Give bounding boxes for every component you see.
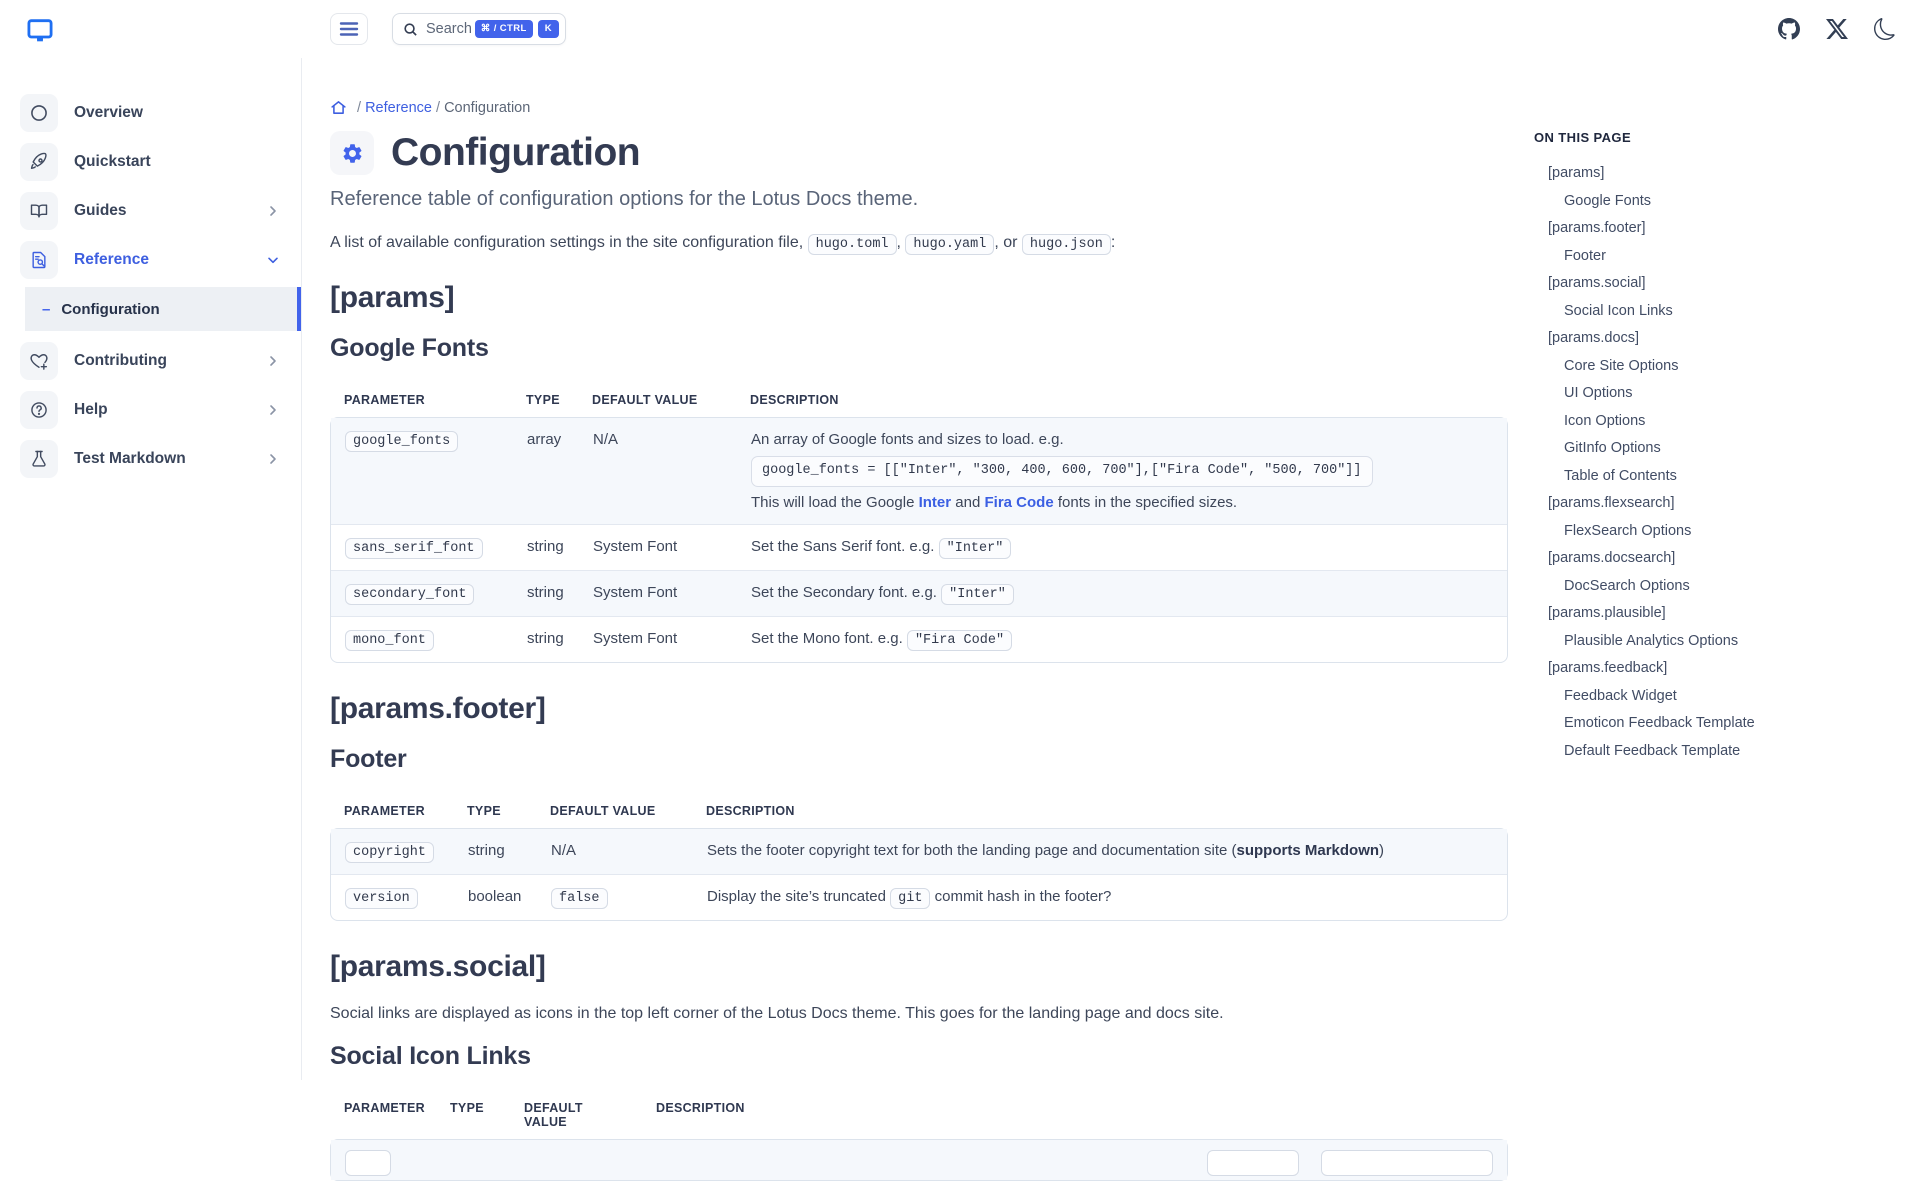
help-circle-icon [20,391,58,429]
section-paragraph: Social links are displayed as icons in the top left corner of the Lotus Docs theme. This goes for the landing page and docs site. [330,1005,1224,1023]
text-run: Set the Secondary font. e.g. [751,584,942,602]
section-params [330,281,1508,663]
sidebar-item-label: Quickstart [74,153,151,170]
type-cell: string [468,842,505,860]
subsection-heading: Footer [330,745,407,774]
toc-title: ON THIS PAGE [1534,130,1632,145]
sidebar-item-label: Test Markdown [74,450,186,467]
column-header: TYPE [450,1101,484,1116]
chevron-right-icon [265,203,281,219]
table-body [330,1139,1508,1181]
sidebar-item-label: Reference [74,251,149,268]
toc-item[interactable]: Emoticon Feedback Template [1564,715,1755,731]
toc-item[interactable]: [params.flexsearch] [1548,495,1675,511]
gear-icon [330,131,374,175]
table-header-row [330,385,1508,417]
toc-item[interactable]: [params.plausible] [1548,605,1666,621]
sidebar-item-contributing[interactable] [20,339,287,383]
book-icon [20,192,58,230]
column-header: PARAMETER [344,804,425,819]
text-run: A list of available configuration settings in the site configuration file, [330,234,808,251]
toc-item[interactable]: [params.docs] [1548,330,1640,346]
toc-item[interactable]: Google Fonts [1564,192,1652,209]
text-link[interactable]: Fira Code [984,494,1054,512]
table-body [330,828,1508,921]
header-actions [1778,18,1896,40]
shortcut-badge-modifier: ⌘ / CTRL [475,20,533,38]
toc-item[interactable]: Core Site Options [1564,357,1679,374]
column-header: DESCRIPTION [706,804,795,819]
description-cell [693,875,1507,920]
sidebar-item-label: Contributing [74,352,167,369]
sidebar-item-label: Guides [74,202,127,219]
inline-code-chip: hugo.toml [808,234,897,255]
text-run: , [896,234,906,251]
table-row [331,874,1507,920]
table-row [331,524,1507,570]
hamburger-icon [340,22,358,36]
subsection-heading: Google Fonts [330,334,489,362]
table-row [331,570,1507,616]
sidebar-item-label: Configuration [61,300,160,318]
column-header: PARAMETER [344,393,425,407]
heart-plus-icon [20,342,58,380]
parameter-cell [331,617,513,662]
chevron-down-icon [265,252,281,268]
sidebar-item-label: Overview [74,104,143,121]
inline-code-chip: hugo.yaml [905,234,994,255]
type-cell: array [527,431,562,448]
section-heading: [params] [330,281,455,314]
table-row [331,616,1507,662]
column-header: DEFAULT VALUE [524,1101,583,1130]
table-row [331,418,1507,524]
parameter-code-chip: google_fonts [345,431,458,452]
type-cell: string [527,630,564,648]
sidebar-item-label: Help [74,401,108,418]
app-header [0,0,1920,58]
chevron-right-icon [265,451,281,467]
breadcrumb-separator: / [357,99,366,116]
home-icon[interactable] [330,99,347,116]
page-subtitle: Reference table of configuration options for the Lotus Docs theme. [330,188,919,210]
text-run: : [1110,234,1116,251]
search-placeholder: Search [426,21,472,37]
default-value-cell [579,525,737,570]
text-run: , or [994,234,1022,251]
sidebar-item-help[interactable] [20,388,287,432]
text-run: Display the site’s truncated [707,888,891,906]
breadcrumb-items [357,100,530,116]
breadcrumb-item[interactable]: Reference [365,99,432,116]
parameter-code-chip: secondary_font [345,584,474,605]
inline-code-chip: "Fira Code" [907,630,1012,651]
parameter-cell [331,571,513,616]
toc-item[interactable]: [params.social] [1548,275,1646,291]
sidebar-item-overview[interactable] [20,91,287,135]
inline-code-chip: "Inter" [941,584,1014,605]
type-cell: string [527,584,564,602]
inline-code-chip: "Inter" [939,538,1012,559]
toc-item[interactable]: Table of Contents [1564,467,1677,484]
toc-item[interactable]: Footer [1564,247,1606,264]
parameter-cell [331,875,454,920]
type-cell: boolean [468,888,522,906]
toc-item[interactable]: Social Icon Links [1564,302,1673,319]
dash-bullet-icon: – [42,300,51,318]
social-icon-links-table [330,1093,1508,1181]
default-value-cell [579,571,737,616]
page-title: Configuration [391,131,641,174]
sidebar-item-test-markdown[interactable] [20,437,287,481]
toc-item[interactable]: Plausible Analytics Options [1564,632,1739,649]
page-title-row [330,131,1508,175]
toc-item[interactable]: Feedback Widget [1564,687,1677,704]
table-row [331,829,1507,874]
toc-item[interactable]: GitInfo Options [1564,440,1661,456]
text-run: An array of Google fonts and sizes to load. e.g. [751,431,1064,448]
toc-items [1534,160,1834,765]
toc-item[interactable]: [params.footer] [1548,220,1646,236]
text-run: System Font [593,538,678,556]
text-run: commit hash in the footer? [930,888,1112,906]
text-run: Sets the footer copyright text for both the landing page and documentation site ( [707,842,1237,860]
chevron-right-icon [265,353,281,369]
type-cell: string [527,538,564,556]
column-header: DEFAULT VALUE [550,804,656,819]
table-body [330,417,1508,663]
default-value-cell [537,829,693,874]
inline-code-chip: false [551,888,608,909]
inline-code-chip [1207,1150,1299,1176]
text-run: N/A [593,431,619,448]
github-icon[interactable] [1778,18,1800,40]
sidebar-item-guides[interactable] [20,189,287,233]
flask-icon [20,440,58,478]
circle-icon [20,94,58,132]
subsection-heading: Social Icon Links [330,1042,531,1071]
parameter-code-chip: copyright [345,842,434,863]
default-value-cell [537,875,693,920]
chevron-right-icon [265,402,281,418]
description-cell [693,829,1507,874]
sidebar-item-configuration[interactable] [25,287,301,331]
toc-item[interactable]: Default Feedback Template [1564,742,1741,759]
rocket-icon [20,143,58,181]
parameter-code-chip [345,1150,391,1176]
shortcut-badge-key: K [538,20,559,38]
sidebar-item-reference[interactable] [20,238,287,282]
toc-item[interactable]: UI Options [1564,385,1633,401]
section-params-social [330,950,1508,1181]
inline-code-chip [1321,1150,1493,1176]
section-params-footer [330,692,1508,921]
toc-item[interactable]: [params] [1548,165,1605,181]
column-header: TYPE [526,393,560,407]
table-header-row [330,796,1508,828]
breadcrumb [330,99,1508,116]
text-run: Set the Mono font. e.g. [751,630,907,648]
description-chips [1207,1150,1493,1176]
toc-item[interactable]: DocSearch Options [1564,577,1690,594]
menu-button[interactable] [330,13,368,45]
main-content [330,58,1508,1181]
breadcrumb-item: Configuration [444,99,531,116]
breadcrumb-separator: / [436,99,445,116]
file-search-icon [20,241,58,279]
x-twitter-icon[interactable] [1826,18,1848,40]
section-heading: [params.social] [330,950,546,984]
site-logo-icon[interactable] [26,16,54,42]
table-of-contents [1534,130,1834,765]
toc-item[interactable]: FlexSearch Options [1564,522,1692,539]
inline-code-chip: hugo.json [1022,234,1111,255]
text-run: ) [1379,842,1385,860]
google-fonts-table [330,385,1508,663]
table-row-partial [331,1140,1507,1180]
code-block: google_fonts = [["Inter", "300, 400, 600, 700"],["Fira Code", "500, 700"]] [751,456,1373,487]
text-link[interactable]: Inter [918,494,952,512]
text-run: and [951,494,985,512]
dark-mode-moon-icon[interactable] [1874,18,1896,40]
section-heading: [params.footer] [330,692,546,726]
description-cell [737,418,1507,524]
toc-item[interactable]: [params.docsearch] [1548,550,1676,566]
text-run: System Font [593,630,678,648]
search-input[interactable] [392,13,566,45]
bold-text: supports Markdown [1236,842,1380,860]
default-value-cell [579,418,737,524]
text-run: This will load the Google [751,494,919,512]
column-header: DESCRIPTION [750,393,839,407]
column-header: DESCRIPTION [656,1101,745,1116]
intro-paragraph [330,234,1508,252]
parameter-cell [331,829,454,874]
column-header: TYPE [467,804,501,819]
description-cell [737,617,1507,662]
parameter-code-chip: sans_serif_font [345,538,483,559]
toc-item[interactable]: [params.feedback] [1548,660,1668,676]
sidebar-nav [0,58,302,1080]
table-header-row [330,1093,1508,1139]
parameter-cell [331,525,513,570]
text-run: Set the Sans Serif font. e.g. [751,538,939,556]
default-value-cell [579,617,737,662]
parameter-code-chip: mono_font [345,630,434,651]
sidebar-item-quickstart[interactable] [20,140,287,184]
column-header: PARAMETER [344,1101,425,1116]
footer-table [330,796,1508,921]
text-run: fonts in the specified sizes. [1053,494,1238,512]
text-run: N/A [551,842,577,860]
search-icon [403,22,418,37]
inline-code-chip: git [890,888,930,909]
text-run: System Font [593,584,678,602]
parameter-code-chip: version [345,888,418,909]
parameter-cell [331,418,513,524]
description-cell [737,571,1507,616]
toc-item[interactable]: Icon Options [1564,412,1646,429]
description-cell [737,525,1507,570]
column-header: DEFAULT VALUE [592,393,698,407]
